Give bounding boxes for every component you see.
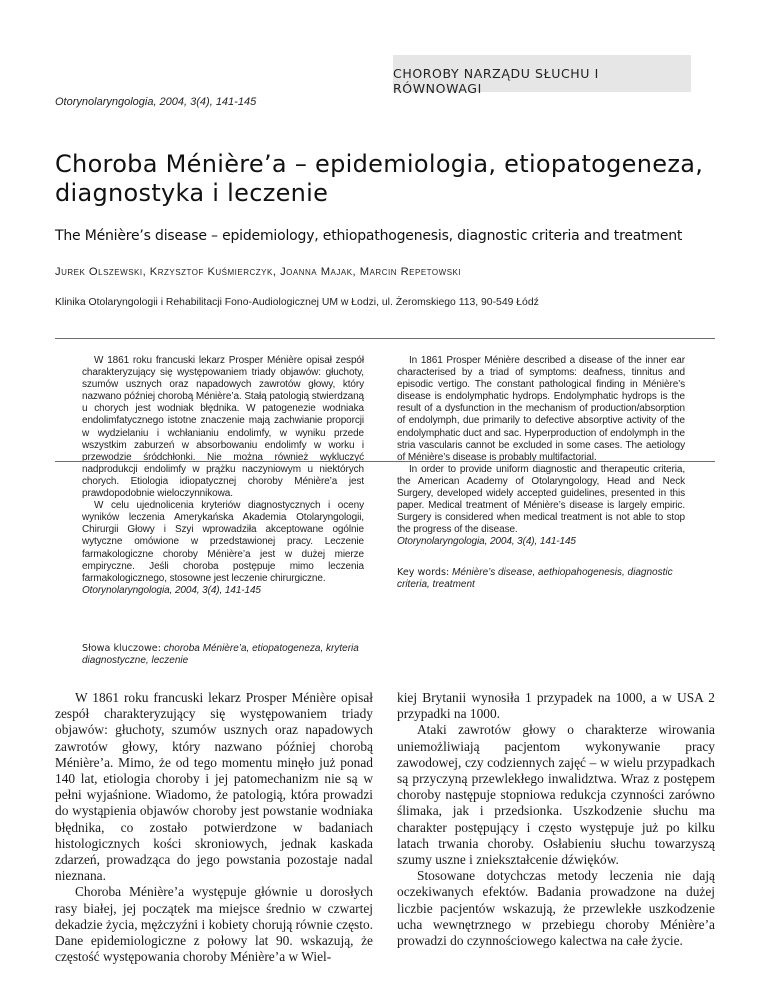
abstract-pl-paragraph: W 1861 roku francuski lekarz Prosper Ménière opisał zespół charakteryzujący się występowaniem triady objawów: głuchoty, szumów usznych oraz napadowych zawrotów głowy, który nazwano później chorobą Ménière’a. Stałą patologią stwierdzaną u chorych jest wodniak błędnika. W patogenezie wodniaka endolimfatycznego istotne znaczenie mają zachwianie proporcji w wydzielaniu i wchłanianiu endolimfy, w wyniku przede wszystkim zaburzeń w absorbowaniu endolimfy w worku i przewodzie śródchłonki. Nie można również wykluczyć nadprodukcji endolimfy w prążku naczyniowym u niektórych chorych. Etiologia idiopatycznej choroby Ménière’a jest prawdopodobnie wieloczynnikowa. xyxy=(82,355,364,500)
body-column-right xyxy=(397,690,715,949)
abstract-polish xyxy=(82,355,364,597)
abstract-top-rule xyxy=(55,338,715,339)
keywords-pl-label: Słowa kluczowe: xyxy=(82,643,161,654)
body-paragraph: Stosowane dotychczas metody leczenia nie dają oczekiwanych efektów. Badania prowadzone na dużej liczbie pacjentów wskazują, że przewlekłe uszkodzenie ucha wewnętrznego w przebiegu choroby Ménière’a prowadzi do czynnościowego kalectwa na całe życie. xyxy=(397,868,715,949)
body-paragraph: Ataki zawrotów głowy o charakterze wirowania uniemożliwiają pacjentom wykonywanie pracy zawodowej, czy codziennych zajęć – w wielu przypadkach są przyczyną przewlekłego inwalidztwa. Wraz z postępem choroby następuje stopniowa redukcja czynności zarówno ślimaka, jak i przedsionka. Uszkodzenie słuchu ma charakter postępujący i często występuje już po kilku latach trwania choroby. Osłabieniu słuchu towarzyszą szumy uszne i zniekształcenie dźwięków. xyxy=(397,722,715,868)
affiliation: Klinika Otolaryngologii i Rehabilitacji Fono-Audiologicznej UM w Łodzi, ul. Żeromskiego 113, 90-549 Łódź xyxy=(55,297,539,308)
author-list: Jurek Olszewski, Krzysztof Kuśmierczyk, Joanna Majak, Marcin Repetowski xyxy=(55,266,462,278)
body-paragraph: Choroba Ménière’a występuje głównie u dorosłych rasy białej, jej początek ma miejsce średnio w czwartej dekadzie życia, mężczyźni i kobiety chorują równie często. Dane epidemiologiczne z połowy lat 90. wskazują, że częstość występowania choroby Ménière’a w Wiel- xyxy=(55,884,373,965)
abstract-en-paragraph: In 1861 Prosper Ménière described a disease of the inner ear characterised by a triad of symptoms: deafness, tinnitus and episodic vertigo. The constant pathological finding in Ménière’s disease is endolymphatic hydrops. Endolymphatic hydrops is the result of a dysfunction in the mechanism of production/absorption of endolymph, due primarily to defective absorptive activity of the endolymphatic duct and sac. Hyperproduction of endolymph in the stria vascularis cannot be excluded in some cases. The aetiology of Ménière’s disease is probably multifactorial. xyxy=(397,355,685,463)
body-paragraph: W 1861 roku francuski lekarz Prosper Ménière opisał zespół charakteryzujący się występowaniem triady objawów: głuchoty, szumów usznych oraz napadowych zawrotów głowy, który nazwano później chorobą Ménière’a. Mimo, że od tego momentu minęło już ponad 140 lat, etiologia choroby i jej patomechanizm nie są w pełni wyjaśnione. Wiadomo, że patologią, która prowadzi do wystąpienia objawów choroby jest powstanie wodniaka błędnika, co zostało potwierdzone w badaniach histologicznych kości skroniowych, jednak kaskada zdarzeń, prowadząca do jego powstania pozostaje nadal nieznana. xyxy=(55,690,373,884)
section-label: CHOROBY NARZĄDU SŁUCHU I RÓWNOWAGI xyxy=(393,66,599,96)
keywords-polish xyxy=(82,643,382,667)
abstract-en-paragraph: In order to provide uniform diagnostic and therapeutic criteria, the American Academy of Otolaryngology, Head and Neck Surgery, developed widely accepted guidelines, presented in this paper. Medical treatment of Ménière’s disease is largely empiric. Surgery is considered when medical treatment is not able to stop the progress of the disease. xyxy=(397,463,685,536)
body-paragraph: kiej Brytanii wynosiła 1 przypadek na 1000, a w USA 2 przypadki na 1000. xyxy=(397,690,715,722)
abstract-english xyxy=(397,355,685,549)
keywords-english xyxy=(397,567,687,591)
journal-citation: Otorynolaryngologia, 2004, 3(4), 141-145 xyxy=(55,96,257,108)
section-header-bar xyxy=(393,55,691,96)
abstract-pl-citation: Otorynolaryngologia, 2004, 3(4), 141-145 xyxy=(82,584,261,596)
abstract-en-citation: Otorynolaryngologia, 2004, 3(4), 141-145 xyxy=(397,536,576,548)
keywords-en-text: Ménière’s disease, aethiopahogenesis, diagnostic criteria, treatment xyxy=(397,567,673,591)
article-title-english: The Ménière’s disease – epidemiology, ethiopathogenesis, diagnostic criteria and treatment xyxy=(55,228,683,244)
keywords-pl-text: choroba Ménière’a, etiopatogeneza, kryteria diagnostyczne, leczenie xyxy=(82,643,359,667)
abstract-pl-paragraph: W celu ujednolicenia kryteriów diagnostycznych i oceny wyników leczenia Amerykańska Akademia Otolaryngologii, Chirurgii Głowy i Szyi wprowadziła akceptowane ogólnie wytyczne omówione w przedstawionej pracy. Leczenie farmakologiczne choroby Ménière’a jest w dużej mierze empiryczne. Jeśli choroba postępuje mimo leczenia farmakologicznego, stosowne jest leczenie chirurgiczne. xyxy=(82,500,364,584)
article-title: Choroba Ménière’a – epidemiologia, etiopatogeneza, diagnostyka i leczenie xyxy=(55,150,704,207)
abstract-bottom-rule xyxy=(55,461,715,462)
body-column-left xyxy=(55,690,373,965)
keywords-en-label: Key words: xyxy=(397,567,450,578)
